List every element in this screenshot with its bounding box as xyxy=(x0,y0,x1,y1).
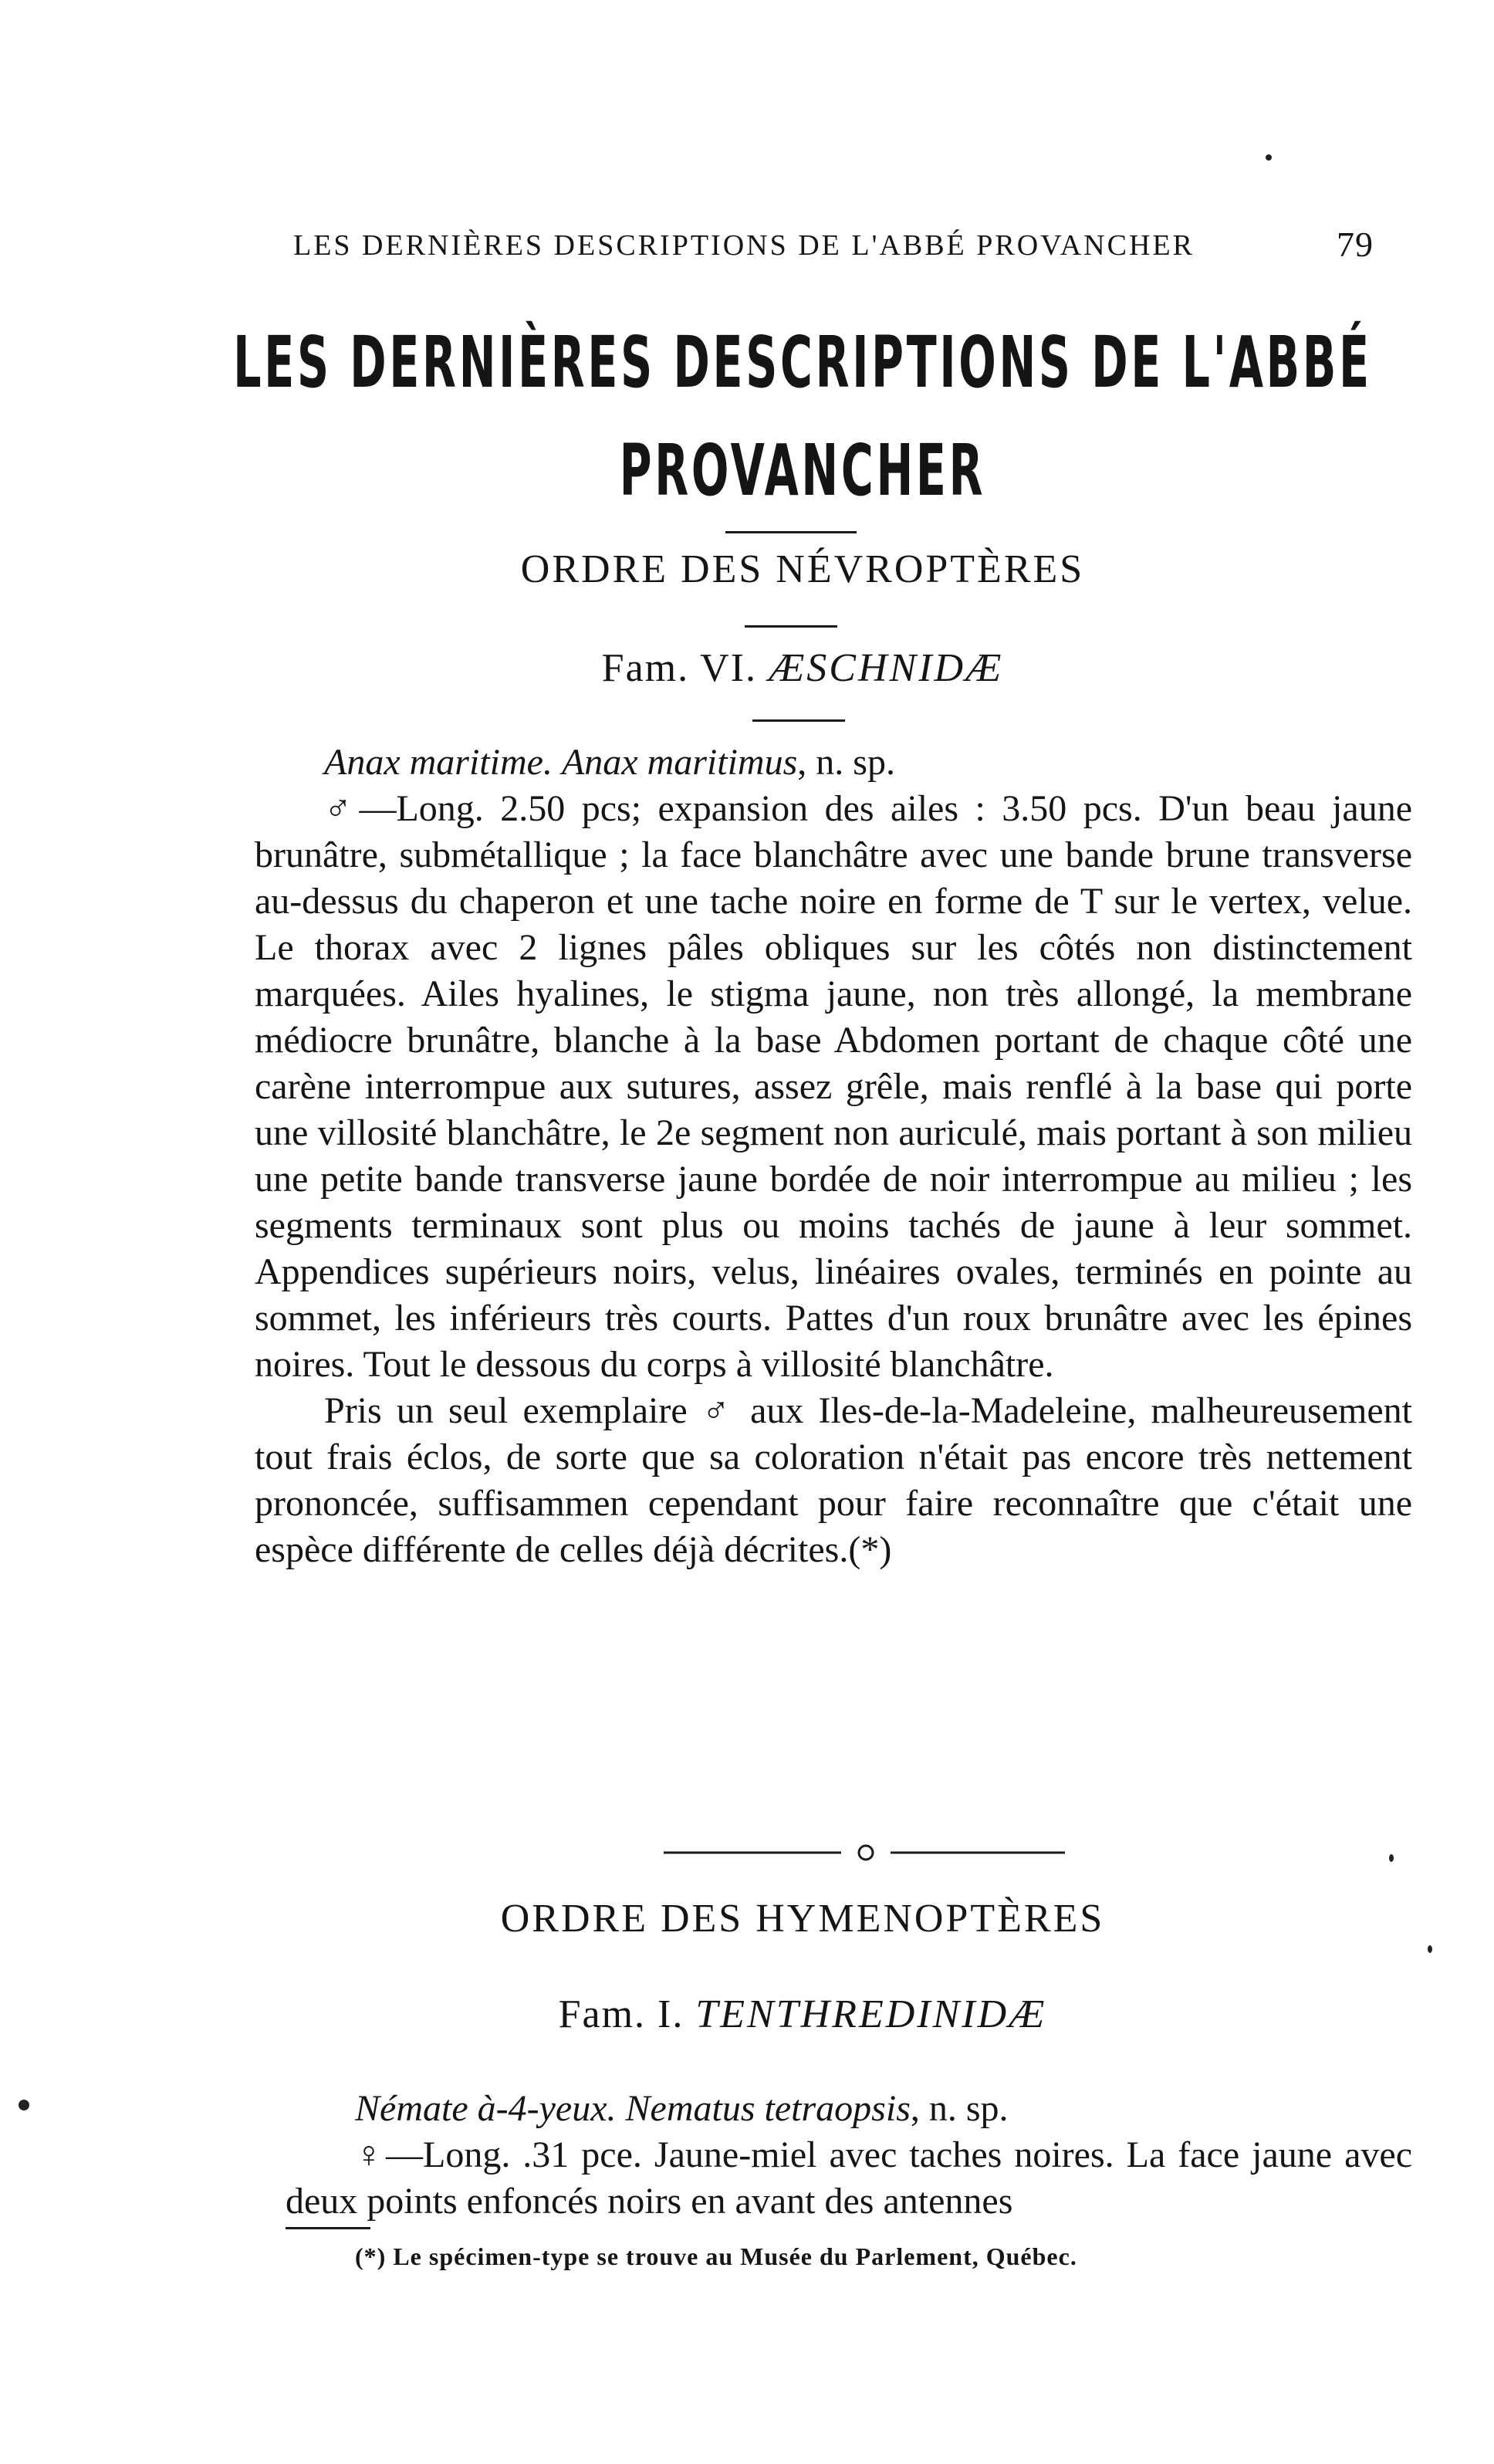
family-name: TENTHREDINIDÆ xyxy=(695,1992,1047,2036)
collection-note: Pris un seul exemplaire ♂ aux Iles-de-la-Madeleine, malheureusement tout frais éclos, de sorte que sa coloration n'était pas encore très nettement prononcée, suffisammen cependant pour faire reconnaître que c'était une espèce différente de celles déjà décrites.(*) xyxy=(255,1390,1412,1570)
order-rule-1 xyxy=(745,625,837,628)
running-head-title: LES DERNIÈRES DESCRIPTIONS DE L'ABBÉ PROVANCHER xyxy=(293,229,1195,262)
species-description-2: ♀—Long. .31 pce. Jaune-miel avec taches noires. La face jaune avec deux points enfoncés noirs en avant des antennes xyxy=(286,2134,1412,2222)
species-description-1: ♂—Long. 2.50 pcs; expansion des ailes : 3.50 pcs. D'un beau jaune brunâtre, submétallique ; la face blanchâtre avec une bande brune transverse au-dessus du chaperon et une tache noire en forme de T sur le vertex, velue. Le thorax avec 2 lignes pâles obliques sur les côtés non distinctement marquées. Ailes hyalines, le stigma jaune, non très allongé, la membrane médiocre brunâtre, blanche à la base Abdomen portant de chaque côté une carène interrompue aux sutures, assez grêle, mais renflé à la base qui porte une villosité blanchâtre, le 2e segment non auriculé, mais portant à son milieu une petite bande transverse jaune bordée de noir interrompue au milieu ; les segments terminaux sont plus ou moins tachés de jaune à leur sommet. Appendices supérieurs noirs, velus, linéaires ovales, terminés en pointe au sommet, les inférieurs très courts. Pattes d'un roux brunâtre avec les épines noires. Tout le dessous du corps à villosité blanchâtre. xyxy=(255,788,1412,1385)
ink-speck xyxy=(19,2100,29,2110)
family-prefix: Fam. VI. xyxy=(601,646,758,690)
article-title-line2: PROVANCHER xyxy=(619,429,986,512)
order-heading-2: ORDRE DES HYMENOPTÈRES xyxy=(500,1897,1105,1941)
title-word: DESCRIPTIONS xyxy=(673,321,1073,404)
family-rule-1 xyxy=(752,719,845,722)
species-latin-name: Nematus tetraopsis xyxy=(625,2088,911,2129)
species-heading-1 xyxy=(255,740,1412,786)
ink-speck xyxy=(1389,1854,1394,1862)
species-suffix: , n. sp. xyxy=(797,742,895,783)
family-heading-1 xyxy=(201,645,1404,691)
title-word: L'ABBÉ xyxy=(1181,321,1372,404)
family-heading-2 xyxy=(201,1992,1404,2037)
footnote: (*) Le spécimen-type se trouve au Musée du Parlement, Québec. xyxy=(355,2242,1077,2270)
section-1-text xyxy=(255,740,1412,1573)
family-prefix: Fam. I. xyxy=(558,1992,684,2036)
section-2-text xyxy=(286,2086,1412,2225)
species-common-name: Anax maritime. xyxy=(324,742,553,783)
title-rule xyxy=(725,531,857,533)
order-heading-1: ORDRE DES NÉVROPTÈRES xyxy=(520,547,1085,591)
article-title-line1 xyxy=(233,309,1372,417)
footnote-rule xyxy=(286,2227,370,2229)
species-common-name: Némate à-4-yeux. xyxy=(355,2088,617,2129)
ink-speck xyxy=(1266,154,1272,161)
species-latin-name: Anax maritimus xyxy=(561,742,798,783)
section-separator xyxy=(664,1836,1065,1867)
ink-speck xyxy=(1428,1945,1432,1953)
title-word: LES xyxy=(233,321,332,404)
page-number: 79 xyxy=(1337,225,1374,264)
title-word: DE xyxy=(1091,321,1164,404)
species-heading-2 xyxy=(286,2086,1412,2132)
title-word: DERNIÈRES xyxy=(350,321,655,404)
species-suffix: , n. sp. xyxy=(910,2088,1009,2129)
article-title xyxy=(233,309,1372,525)
family-name: ÆSCHNIDÆ xyxy=(769,646,1004,690)
